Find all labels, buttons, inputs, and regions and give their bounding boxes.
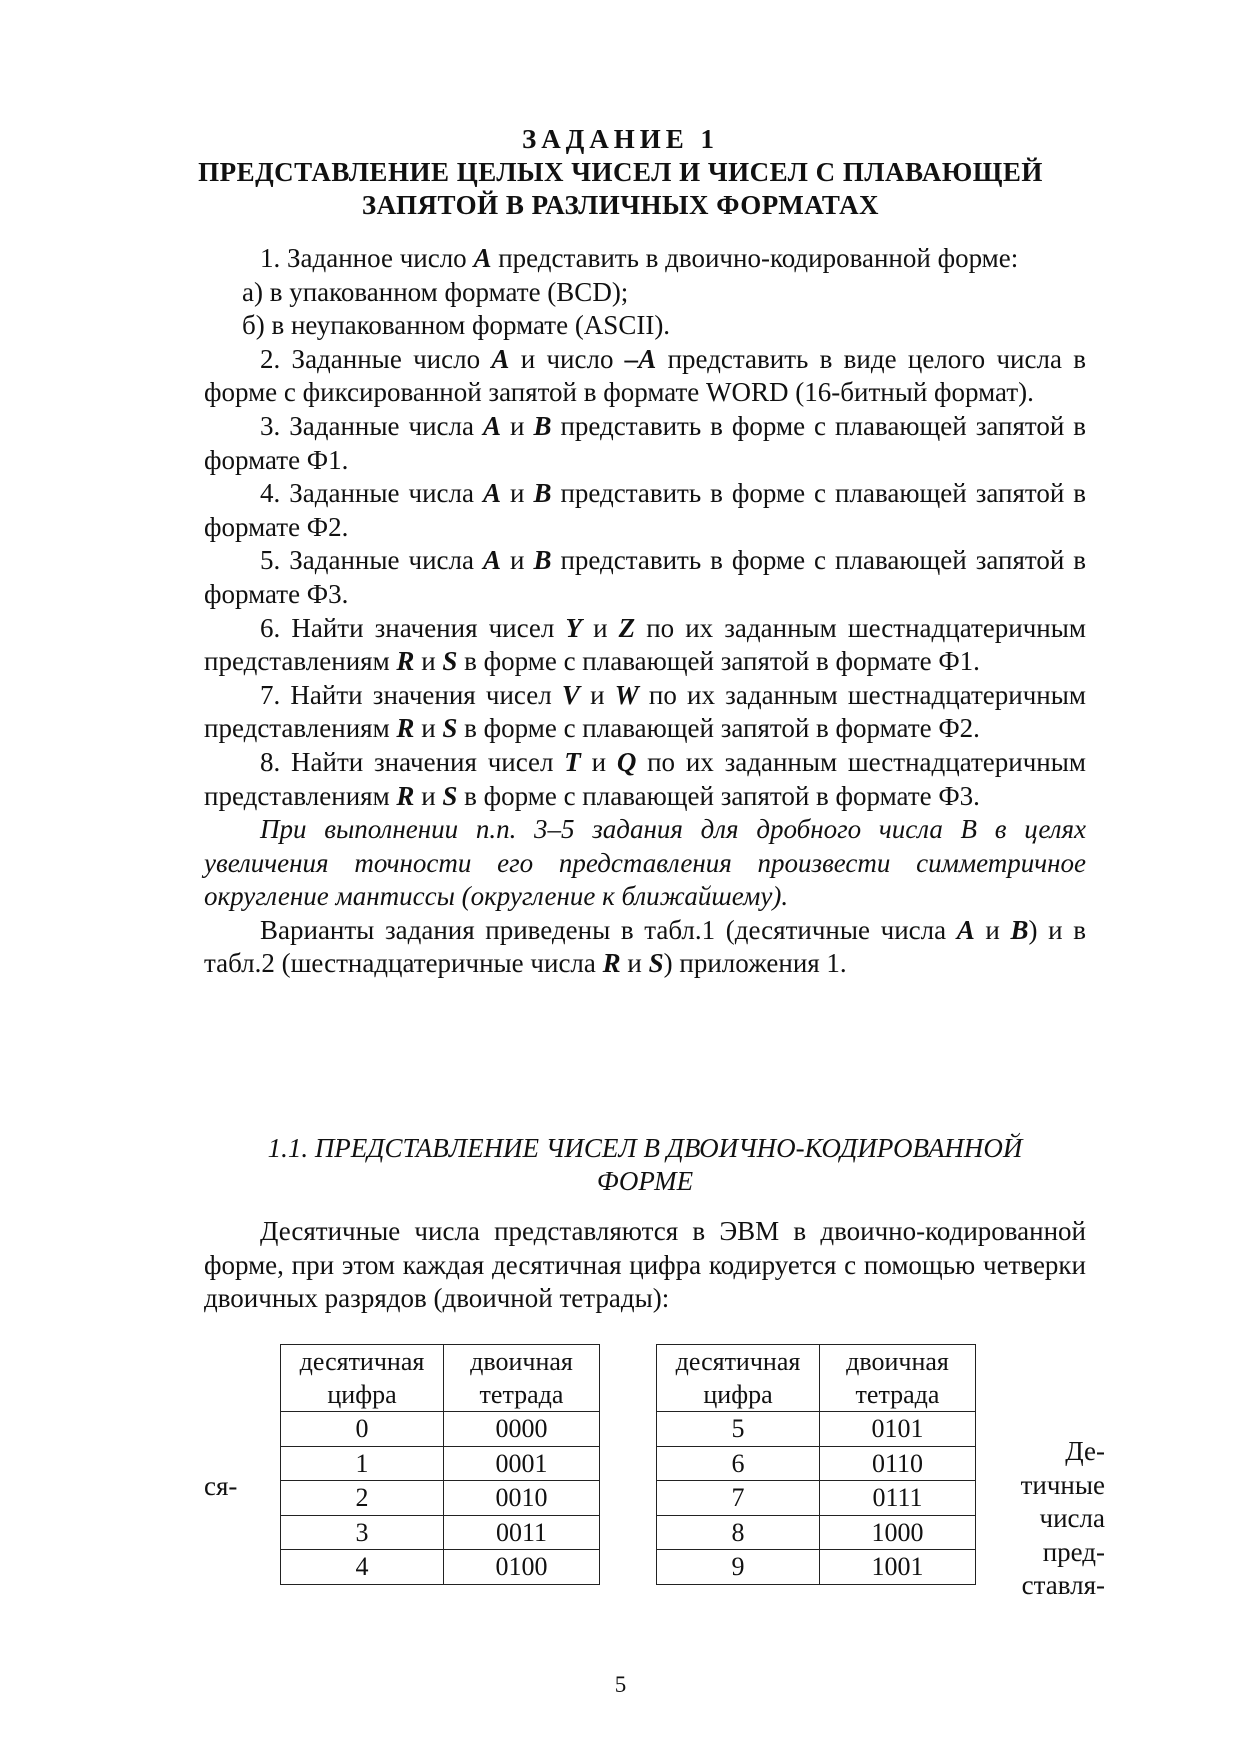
code-cell: 1000 [820,1515,976,1550]
task-item-4: 4. Заданные числа A и B представить в форме с плавающей запятой в формате Ф2. [204,478,1087,542]
code-cell: 0110 [820,1446,976,1481]
task-item-1a: а) в упакованном формате (BCD); [242,276,629,307]
task-title-line2: ЗАПЯТОЙ В РАЗЛИЧНЫХ ФОРМАТАХ [361,190,880,220]
table-header-row [281,1345,600,1412]
wrapped-text-fragment-left: ся- [204,1471,238,1501]
code-cell: 0101 [820,1412,976,1447]
task-item-1b: б) в неупакованном формате (ASCII). [242,310,671,341]
fragment-line: пред- [1042,1536,1105,1567]
header-binary-tetrad: двоичная тетрада [444,1345,600,1412]
digit-cell: 8 [657,1515,820,1550]
table-row [657,1481,976,1516]
code-cell: 0100 [444,1550,600,1585]
digit-cell: 1 [281,1446,444,1481]
task-title-line1: ПРЕДСТАВЛЕНИЕ ЦЕЛЫХ ЧИСЕЛ И ЧИСЕЛ С ПЛАВАЮЩЕЙ [198,157,1043,187]
section-heading [204,1132,1086,1198]
header-binary-tetrad: двоичная тетрада [820,1345,976,1412]
task-item-6: 6. Найти значения чисел Y и Z по их заданным шестнадцатеричным представлениям R и S в форме с плавающей запятой в формате Ф1. [204,612,1086,677]
table-row [281,1550,600,1585]
task-list [204,242,1086,981]
table-row [281,1446,600,1481]
rounding-note: При выполнении п.п. 3–5 задания для дробного числа B в целях увеличения точности его представления произвести симметричное округление мантиссы (округление к ближайшему). [204,814,1086,912]
variants-paragraph: Варианты задания приведены в табл.1 (десятичные числа A и B) и в табл.2 (шестнадцатеричные числа R и S) приложения 1. [204,914,1086,979]
task-item-3: 3. Заданные числа A и B представить в форме с плавающей запятой в формате Ф1. [204,410,1087,475]
fragment-line: Де- [1065,1436,1105,1466]
task-item-7: 7. Найти значения чисел V и W по их заданным шестнадцатеричным представлениям R и S в форме с плавающей запятой в формате Ф2. [204,679,1086,744]
task-item-8: 8. Найти значения чисел T и Q по их заданным шестнадцатеричным представлениям R и S в форме с плавающей запятой в формате Ф3. [204,746,1086,811]
header-decimal-digit: десятичная цифра [657,1345,820,1412]
fragment-line: ставля- [1021,1570,1105,1601]
section-heading-line2: ФОРМЕ [596,1166,694,1196]
page-number: 5 [614,1672,627,1697]
header-decimal-digit: десятичная цифра [281,1345,444,1412]
table-row [657,1412,976,1447]
code-cell: 0111 [820,1481,976,1516]
digit-cell: 7 [657,1481,820,1516]
fragment-line: тичные [1020,1469,1105,1500]
section-heading-line1: 1.1. ПРЕДСТАВЛЕНИЕ ЧИСЕЛ В ДВОИЧНО-КОДИРОВАННОЙ [267,1133,1023,1163]
table-header-row [657,1345,976,1412]
code-cell: 0001 [444,1446,600,1481]
table-row [281,1515,600,1550]
code-cell: 0010 [444,1481,600,1516]
digit-cell: 9 [657,1550,820,1585]
digit-cell: 4 [281,1550,444,1585]
digit-cell: 2 [281,1481,444,1516]
task-item-1: 1. Заданное число A представить в двоично-кодированной форме: [260,243,1019,273]
section-intro [204,1215,1086,1316]
code-cell: 1001 [820,1550,976,1585]
task-heading: ЗАДАНИЕ 1 [521,124,720,154]
code-cell: 0011 [444,1515,600,1550]
section-intro-text: Десятичные числа представляются в ЭВМ в двоично-кодированной форме, при этом каждая десятичная цифра кодируется с помощью четверки двоичных разрядов (двоичной тетрады): [204,1216,1086,1314]
table-row [657,1550,976,1585]
wrapped-text-fragment-right [990,1435,1105,1603]
table-row [281,1412,600,1447]
table-row [281,1481,600,1516]
digit-cell: 3 [281,1515,444,1550]
table-row [657,1446,976,1481]
fragment-line: числа [1039,1503,1105,1534]
code-cell: 0000 [444,1412,600,1447]
tetrad-table-left [280,1344,600,1585]
digit-cell: 5 [657,1412,820,1447]
table-row [657,1515,976,1550]
digit-cell: 6 [657,1446,820,1481]
task-item-5: 5. Заданные числа A и B представить в форме с плавающей запятой в формате Ф3. [204,545,1087,609]
tetrad-table-right [656,1344,976,1585]
task-item-2: 2. Заданные число A и число –A представить в виде целого числа в форме с фиксированной запятой в формате WORD (16-битный формат). [204,343,1087,408]
digit-cell: 0 [281,1412,444,1447]
